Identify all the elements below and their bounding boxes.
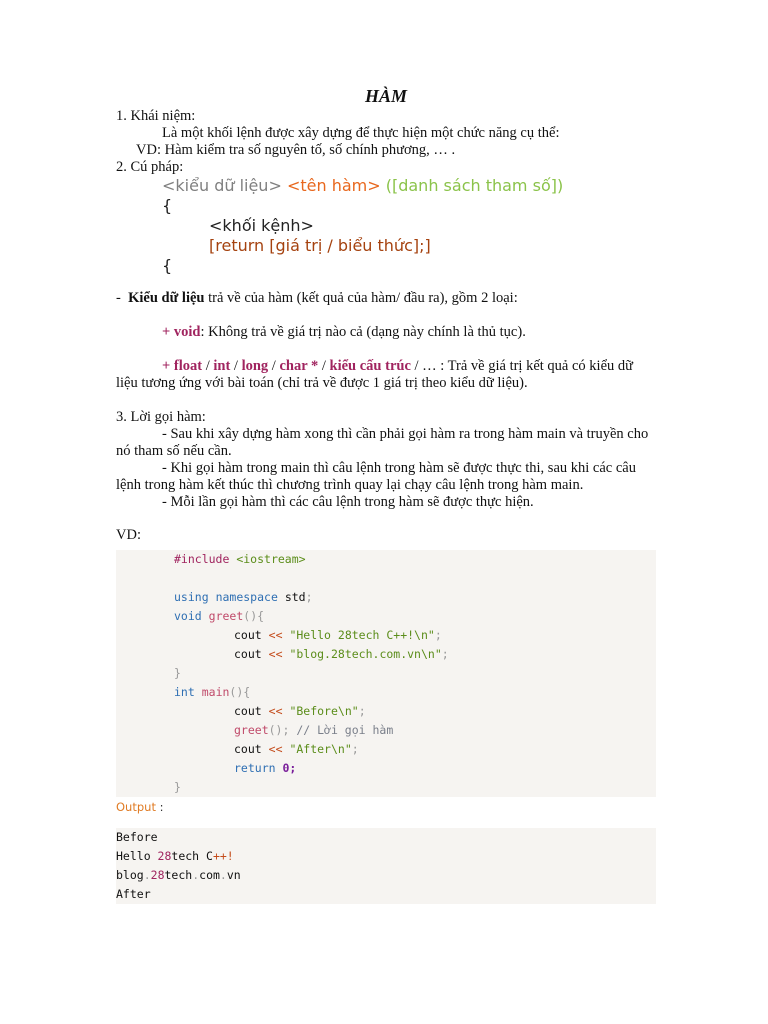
- section3-point-2: - Khi gọi hàm trong main thì câu lệnh trong hàm sẽ được thực thi, sau khi các câu lệnh trong hàm kết thúc thì chương trình quay lại chạy câu lệnh trong hàm main.: [116, 460, 636, 493]
- type-sep: /: [202, 358, 214, 374]
- void-keyword: void: [173, 324, 201, 340]
- section1-heading: 1. Khái niệm:: [116, 108, 196, 124]
- output-line: Before: [116, 830, 158, 844]
- type-sep: /: [318, 358, 330, 374]
- code-block: [116, 550, 656, 797]
- syntax-body: <khối kệnh>: [209, 216, 314, 235]
- type-char-ptr: char *: [279, 358, 319, 374]
- type-sep: /: [230, 358, 242, 374]
- page-title: HÀM: [364, 86, 407, 106]
- output-label: Output :: [116, 800, 164, 814]
- section3-heading: 3. Lời gọi hàm:: [116, 409, 206, 425]
- output-block: [116, 828, 656, 904]
- output-line: After: [116, 887, 151, 901]
- code-line: cout << "After\n";: [234, 742, 359, 756]
- type-float: float: [173, 358, 203, 374]
- type-int: int: [213, 358, 231, 374]
- output-line: Hello 28tech C++!: [116, 849, 234, 863]
- code-line: int main(){: [174, 685, 251, 699]
- syntax-params: ([danh sách tham số]): [385, 176, 564, 195]
- syntax-func-name: <tên hàm>: [286, 176, 381, 195]
- code-line: #include <iostream>: [174, 552, 306, 566]
- type-struct: kiểu cấu trúc: [329, 358, 411, 374]
- syntax-open-brace: {: [162, 196, 173, 215]
- section3-point-3: - Mỗi lần gọi hàm thì các câu lệnh trong hàm sẽ được thực hiện.: [162, 494, 534, 510]
- section1-definition: Là một khối lệnh được xây dựng để thực hiện một chức năng cụ thể:: [162, 125, 560, 141]
- type-sep: /: [268, 358, 280, 374]
- syntax-signature: [116, 176, 656, 196]
- code-line: }: [174, 780, 181, 794]
- void-desc: : Không trả về giá trị nào cả (dạng này chính là thủ tục).: [200, 324, 526, 340]
- other-types-desc: / … : Trả về giá trị kết quả có kiểu dữ liệu tương ứng với bài toán (chỉ trả về được 1 giá trị theo kiểu dữ liệu).: [116, 358, 633, 391]
- return-types-desc: trả về của hàm (kết quả của hàm/ đầu ra), gồm 2 loại:: [208, 290, 518, 306]
- plus-bullet: +: [162, 324, 171, 340]
- return-types-intro: [116, 290, 656, 307]
- syntax-close-brace: {: [162, 256, 173, 275]
- section3-point-1: - Sau khi xây dựng hàm xong thì cần phải gọi hàm ra trong hàm main và truyền cho nó tham số nếu cần.: [116, 426, 649, 459]
- code-line: greet(); // Lời gọi hàm: [234, 723, 394, 737]
- other-types-item: [116, 358, 656, 392]
- type-long: long: [241, 358, 269, 374]
- plus-bullet: +: [162, 358, 171, 374]
- code-line: using namespace std;: [174, 590, 313, 604]
- void-type-item: [116, 324, 656, 341]
- code-line: cout << "Before\n";: [234, 704, 366, 718]
- code-line: return 0;: [234, 761, 297, 775]
- dash-bullet: -: [116, 290, 121, 306]
- syntax-return-type: <kiểu dữ liệu>: [162, 176, 282, 195]
- return-types-term: Kiểu dữ liệu: [128, 290, 205, 306]
- section1-example: VD: Hàm kiểm tra số nguyên tố, số chính phương, … .: [136, 142, 456, 158]
- document-page: [116, 88, 656, 904]
- syntax-return: [return [giá trị / biểu thức];]: [209, 236, 431, 255]
- code-line: cout << "Hello 28tech C++!\n";: [234, 628, 442, 642]
- code-line: }: [174, 666, 181, 680]
- section2-heading: 2. Cú pháp:: [116, 159, 184, 175]
- code-line-blank: [116, 569, 656, 588]
- code-line: cout << "blog.28tech.com.vn\n";: [234, 647, 449, 661]
- output-line: blog.28tech.com.vn: [116, 868, 241, 882]
- code-line: void greet(){: [174, 609, 265, 623]
- example-label: VD:: [116, 527, 141, 543]
